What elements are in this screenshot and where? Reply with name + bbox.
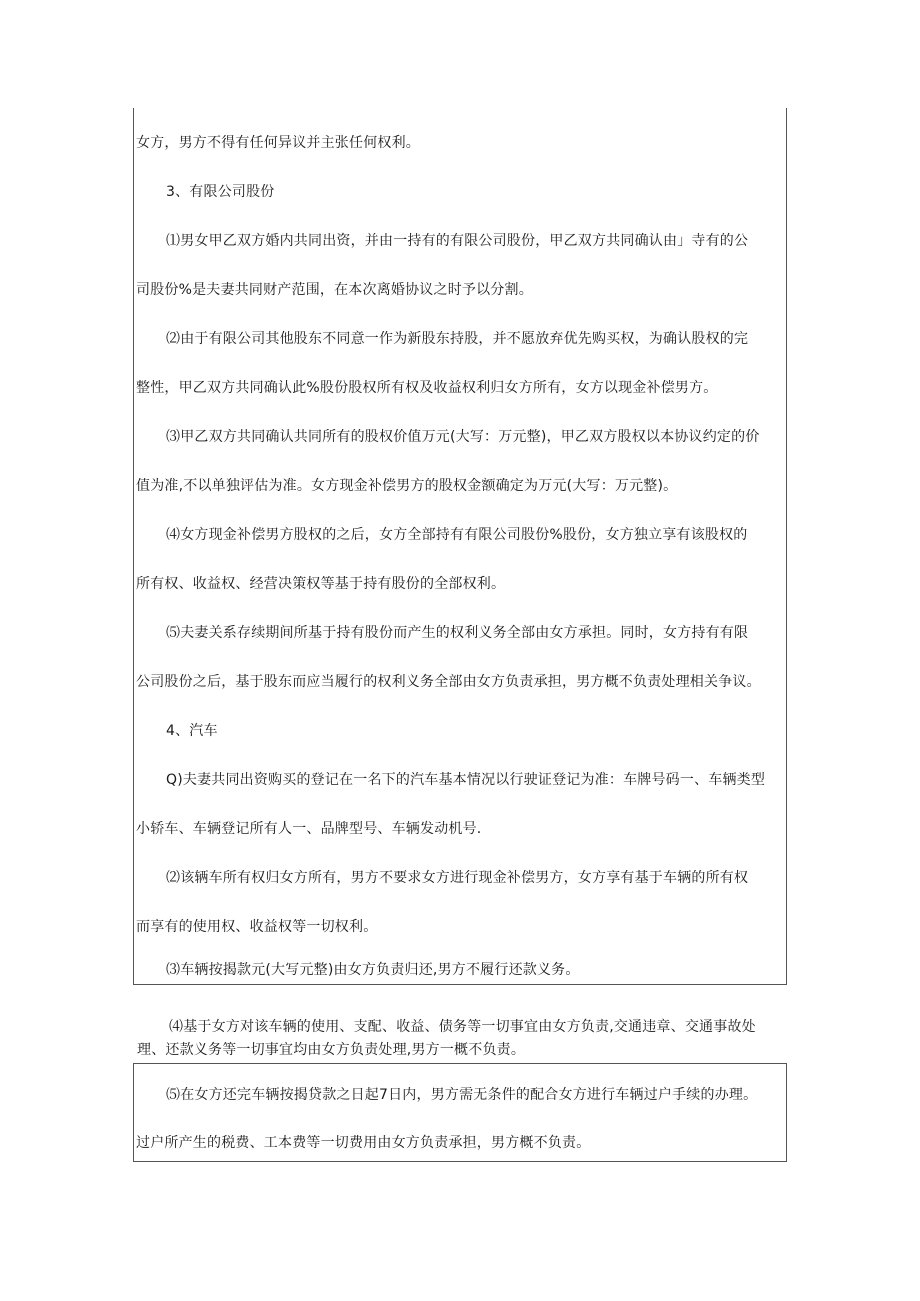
paragraph-line: 而享有的使用权、收益权等一切权利。 (136, 919, 378, 935)
paragraph-line: Q)夫妻共同出资购买的登记在一名下的汽车基本情况以行驶证登记为准：车牌号码一、车辆类型 (166, 772, 766, 788)
section-heading-shares: 3、有限公司股份 (166, 184, 275, 200)
paragraph-line: 所有权、收益权、经营决策权等基于持有股份的全部权利。 (136, 576, 506, 592)
document-box-transfer (133, 1063, 787, 1162)
paragraph-line: 值为准,不以单独评估为准。女方现金补偿男方的股权金额确定为万元(大写：万元整)。 (136, 478, 678, 494)
paragraph-line: 过户所产生的税费、工本费等一切费用由女方负责承担，男方概不负责。 (136, 1135, 591, 1151)
document-box-main (133, 108, 787, 985)
paragraph-line: 小轿车、车辆登记所有人一、品牌型号、车辆发动机号. (136, 821, 482, 837)
paragraph-line: 整性，甲乙双方共同确认此%股份股权所有权及收益权利归女方所有，女方以现金补偿男方。 (136, 380, 718, 396)
paragraph-line: 理、还款义务等一切事宜均由女方负责处理,男方一概不负责。 (137, 1042, 526, 1058)
paragraph-line: 公司股份之后，基于股东而应当履行的权利义务全部由女方负责承担，男方概不负责处理相关争议。 (136, 674, 761, 690)
paragraph-line: ⑶甲乙双方共同确认共同所有的股权价值万元(大写：万元整)，甲乙双方股权以本协议约定的价 (166, 429, 760, 445)
section-heading-car: 4、汽车 (166, 723, 218, 739)
paragraph-line: ⑵由于有限公司其他股东不同意一作为新股东持股，并不愿放弃优先购买权，为确认股权的完 (166, 331, 749, 347)
paragraph-line: 司股份%是夫妻共同财产范围，在本次离婚协议之时予以分割。 (136, 282, 533, 298)
paragraph-line: ⑸夫妻关系存续期间所基于持有股份而产生的权利义务全部由女方承担。同时，女方持有有限 (166, 625, 749, 641)
paragraph-line: ⑷基于女方对该车辆的使用、支配、收益、债务等一切事宜由女方负责,交通违章、交通事故处 (169, 1019, 756, 1035)
paragraph-line: 女方，男方不得有任何异议并主张任何权利。 (136, 135, 420, 151)
paragraph-line: ⑴男女甲乙双方婚内共同出资，并由一持有的有限公司股份，甲乙双方共同确认由」寺有的公 (166, 233, 749, 249)
paragraph-line: ⑸在女方还完车辆按揭贷款之日起7日内，男方需无条件的配合女方进行车辆过户手续的办理。 (166, 1087, 758, 1103)
paragraph-line: ⑵该辆车所有权归女方所有，男方不要求女方进行现金补偿男方，女方享有基于车辆的所有权 (166, 870, 749, 886)
paragraph-line: ⑷女方现金补偿男方股权的之后，女方全部持有有限公司股份%股份，女方独立享有该股权的 (166, 527, 748, 543)
paragraph-line: ⑶车辆按揭款元(大写元整)由女方负责归还,男方不履行还款义务。 (166, 962, 580, 978)
